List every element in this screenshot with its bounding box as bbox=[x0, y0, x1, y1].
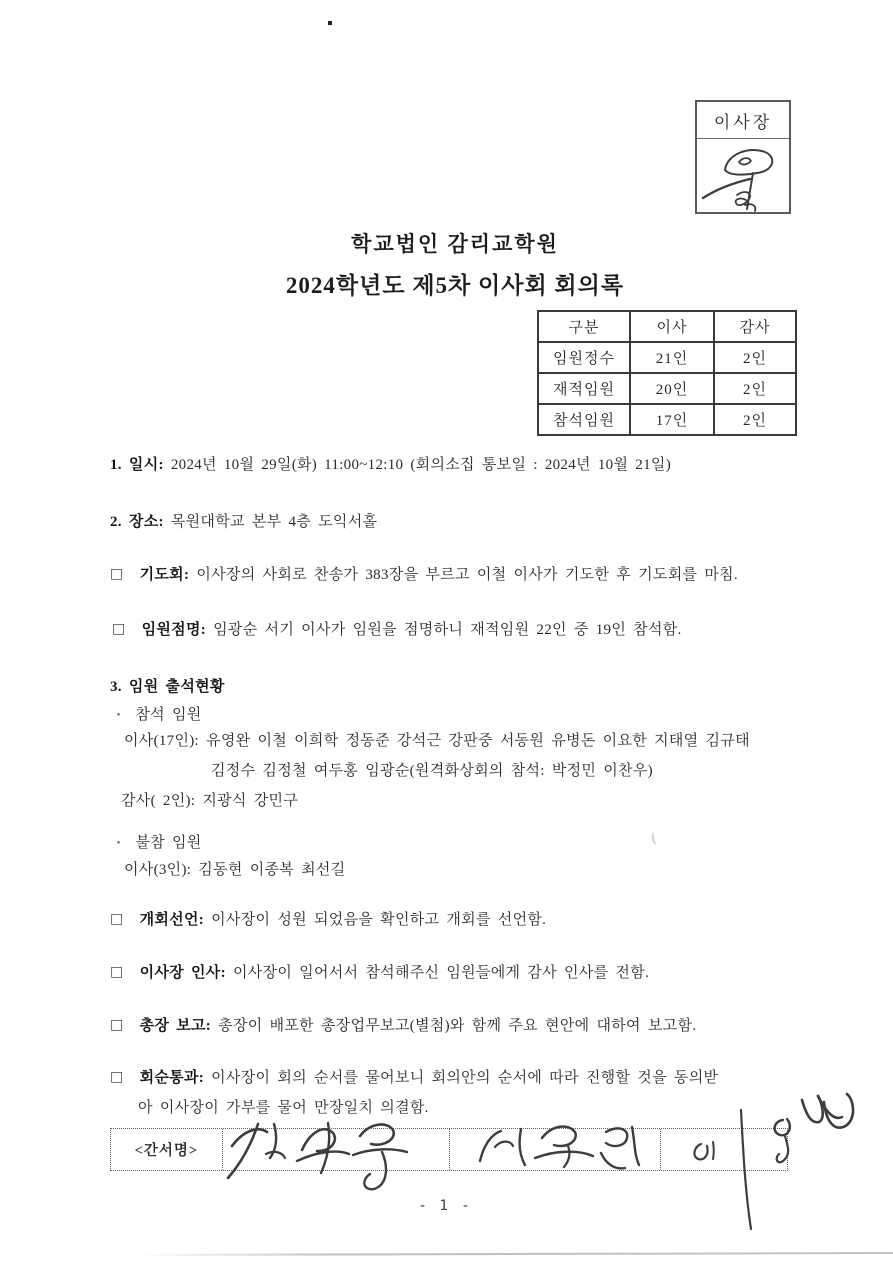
scan-page-edge bbox=[140, 1252, 893, 1256]
checkbox-icon: □ bbox=[110, 1017, 124, 1033]
section-opening-label: 개회선언: bbox=[139, 912, 205, 928]
table-row bbox=[538, 373, 796, 404]
section-president-report bbox=[110, 1014, 696, 1035]
cell-auditors: 2인 bbox=[714, 342, 796, 373]
row-label: 참석임원 bbox=[538, 404, 630, 435]
countersignature-strip bbox=[110, 1128, 788, 1171]
col-header-category: 구분 bbox=[538, 311, 630, 342]
section-agenda-approval-line2 bbox=[138, 1096, 429, 1117]
chairman-signature-handwriting bbox=[697, 140, 792, 215]
section-prayer-label: 기도회: bbox=[139, 567, 190, 583]
table-header-row bbox=[538, 311, 796, 342]
cell-directors: 17인 bbox=[630, 404, 714, 435]
section-rollcall-label: 임원점명: bbox=[141, 622, 207, 638]
cell-auditors: 2인 bbox=[714, 373, 796, 404]
row-label: 임원정수 bbox=[538, 342, 630, 373]
absent-directors-line bbox=[124, 858, 346, 879]
section-opening bbox=[110, 908, 546, 929]
section-greeting bbox=[110, 961, 649, 982]
present-directors-line2 bbox=[211, 759, 653, 780]
chairman-stamp-box bbox=[695, 100, 791, 214]
section-location bbox=[110, 510, 377, 531]
foundation-name-title: 학교법인 감리교학원 bbox=[351, 232, 559, 256]
checkbox-icon: □ bbox=[110, 1069, 124, 1085]
section-agenda-approval-text-1: 이사장이 회의 순서를 물어보니 회의안의 순서에 따라 진행할 것을 동의받 bbox=[211, 1070, 719, 1086]
present-directors-names-2: 김정수 김정철 여두홍 임광순(원격화상회의 참석: 박정민 이찬우) bbox=[211, 763, 653, 779]
table-row bbox=[538, 342, 796, 373]
section-agenda-approval-label: 회순통과: bbox=[139, 1070, 205, 1086]
bullet-icon: · bbox=[116, 835, 122, 851]
section-rollcall-text: 임광순 서기 이사가 임원을 점명하니 재적임원 22인 중 19인 참석함. bbox=[213, 622, 682, 638]
countersignature-cell-2 bbox=[450, 1129, 661, 1170]
present-auditors-line bbox=[121, 789, 298, 810]
present-directors-label: 이사(17인): bbox=[124, 733, 200, 749]
absent-directors-names: 김동현 이종복 최선길 bbox=[198, 862, 346, 878]
cell-auditors: 2인 bbox=[714, 404, 796, 435]
bullet-icon: · bbox=[116, 707, 122, 723]
checkbox-icon: □ bbox=[110, 911, 124, 927]
present-auditors-label: 감사( 2인): bbox=[121, 793, 196, 809]
cell-directors: 20인 bbox=[630, 373, 714, 404]
checkbox-icon: □ bbox=[112, 621, 126, 637]
present-heading-text: 참석 임원 bbox=[135, 707, 202, 723]
section-greeting-label: 이사장 인사: bbox=[139, 965, 226, 981]
section-rollcall bbox=[112, 618, 682, 639]
section-greeting-text: 이사장이 일어서서 참석해주신 임원들에게 감사 인사를 전함. bbox=[232, 965, 650, 981]
scan-smudge bbox=[651, 831, 661, 845]
scan-speck bbox=[328, 21, 332, 25]
section-prayer-text: 이사장의 사회로 찬송가 383장을 부르고 이철 이사가 기도한 후 기도회를 마침. bbox=[196, 567, 738, 583]
countersignature-cell-3 bbox=[661, 1129, 787, 1170]
col-header-auditors: 감사 bbox=[714, 311, 796, 342]
section-president-report-text: 총장이 배포한 총장업무보고(별첨)와 함께 주요 현안에 대하여 보고함. bbox=[218, 1018, 697, 1034]
attendance-heading: 3. 임원 출석현황 bbox=[110, 679, 225, 695]
page-number: - 1 - bbox=[420, 1198, 473, 1214]
meeting-minutes-title: 2024학년도 제5차 이사회 회의록 bbox=[285, 273, 625, 298]
absent-directors-label: 이사(3인): bbox=[124, 862, 192, 878]
section-location-label: 2. 장소: bbox=[110, 514, 164, 530]
section-agenda-approval bbox=[110, 1066, 718, 1087]
section-president-report-label: 총장 보고: bbox=[139, 1018, 212, 1034]
section-datetime bbox=[110, 453, 671, 474]
countersignature-cell-1 bbox=[223, 1129, 450, 1170]
present-members-heading bbox=[116, 703, 202, 724]
document-title-block bbox=[20, 228, 890, 300]
cell-directors: 21인 bbox=[630, 342, 714, 373]
checkbox-icon: □ bbox=[110, 964, 124, 980]
section-location-text: 목원대학교 본부 4층 도익서홀 bbox=[170, 514, 378, 530]
present-directors-names-1: 유영완 이철 이희학 정동준 강석근 강판중 서동원 유병돈 이요한 지태열 김규태 bbox=[206, 733, 750, 749]
table-row bbox=[538, 404, 796, 435]
present-directors-line1 bbox=[124, 729, 750, 750]
section-datetime-label: 1. 일시: bbox=[110, 457, 164, 473]
checkbox-icon: □ bbox=[110, 566, 124, 582]
section-opening-text: 이사장이 성원 되었음을 확인하고 개회를 선언함. bbox=[211, 912, 547, 928]
countersignature-label: <간서명> bbox=[111, 1129, 223, 1170]
section-prayer bbox=[110, 563, 738, 584]
quorum-summary-table bbox=[537, 310, 797, 436]
chairman-stamp-label: 이사장 bbox=[697, 102, 789, 139]
section-agenda-approval-text-2: 아 이사장이 가부를 물어 만장일치 의결함. bbox=[138, 1100, 429, 1116]
absent-members-heading bbox=[116, 831, 202, 852]
row-label: 재적임원 bbox=[538, 373, 630, 404]
absent-heading-text: 불참 임원 bbox=[135, 835, 202, 851]
present-auditors-names: 지광식 강민구 bbox=[202, 793, 299, 809]
col-header-directors: 이사 bbox=[630, 311, 714, 342]
section-datetime-text: 2024년 10월 29일(화) 11:00~12:10 (회의소집 통보일 : 2024년 10월 21일) bbox=[170, 457, 671, 473]
